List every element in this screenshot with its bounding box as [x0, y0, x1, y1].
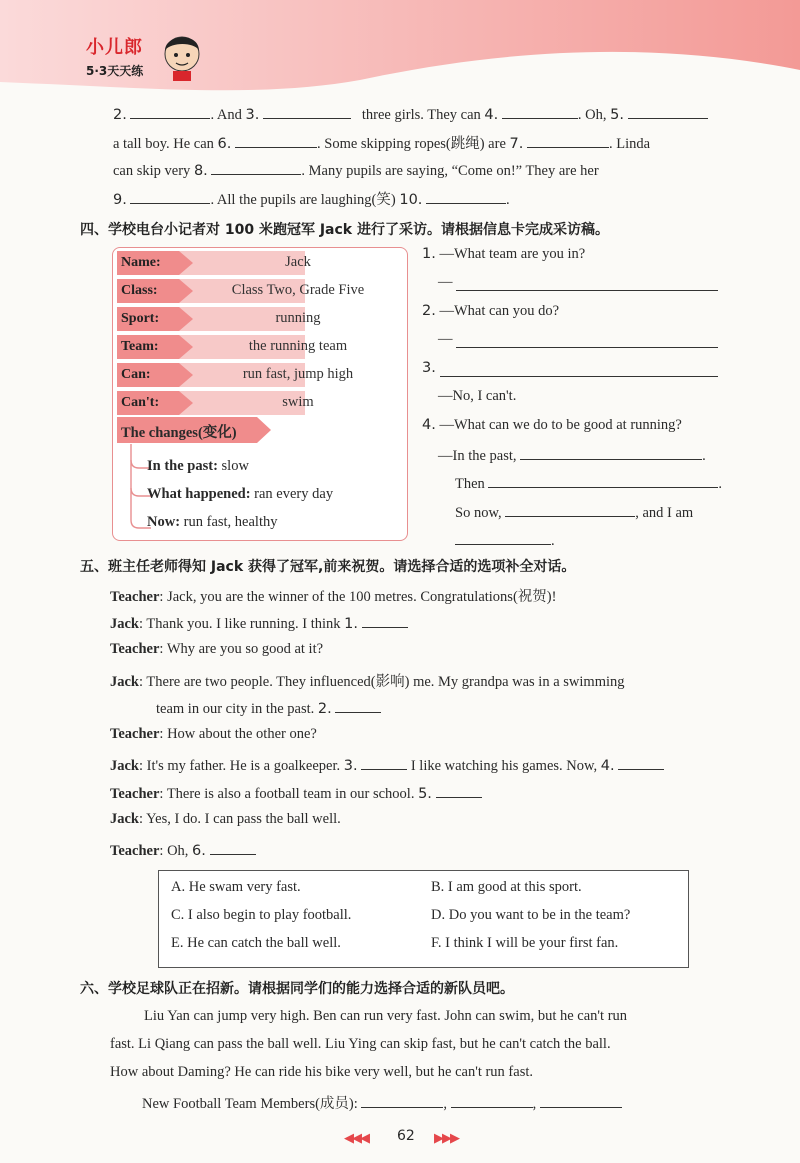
q4-4-now: So now, , and I am — [455, 502, 693, 522]
dialog-line: Jack: There are two people. They influenced(影响) me. My grandpa was in a swimming — [110, 674, 625, 690]
footer-left-arrows: ◀◀◀ — [344, 1131, 368, 1146]
sec3-line-2: a tall boy. He can 6. . Some skipping ropes(跳绳) are 7. . Linda — [113, 132, 650, 153]
q4-4-end: . — [455, 530, 555, 550]
members-line: New Football Team Members(成员): , , — [142, 1092, 622, 1113]
sec6-paragraph-line: Liu Yan can jump very high. Ben can run very fast. John can swim, but he can't run — [144, 1008, 628, 1024]
dialog-line: Teacher: Oh, 6. — [110, 840, 256, 860]
dialog-line: Jack: Yes, I do. I can pass the ball well. — [110, 811, 341, 827]
q4-3-answer-line[interactable] — [440, 376, 718, 377]
dialog-line: Jack: Thank you. I like running. I think 1. — [110, 613, 408, 633]
info-card — [112, 247, 408, 541]
card-row-sport: Sport: — [117, 307, 305, 331]
changes-banner-arrow — [257, 417, 271, 443]
footer-right-arrows: ▶▶▶ — [434, 1131, 458, 1146]
option-e[interactable]: E. He can catch the ball well. — [171, 935, 341, 951]
q4-3: 3. — [422, 360, 436, 376]
dialog-line: Teacher: There is also a football team in our school. 5. — [110, 783, 482, 803]
page-number: 62 — [397, 1128, 415, 1144]
changes-label: The changes(变化) — [121, 425, 237, 441]
q4-4-past: —In the past, . — [438, 445, 706, 465]
dialog-line: Teacher: How about the other one? — [110, 726, 317, 742]
card-row-cant: Can't: — [117, 391, 305, 415]
option-c[interactable]: C. I also begin to play football. — [171, 907, 352, 923]
q4-1-dash: — — [438, 274, 453, 290]
branch-past: In the past: slow — [147, 458, 249, 474]
sec3-line-4: 9. . All the pupils are laughing(笑) 10. . — [113, 188, 510, 209]
q4-4-then: Then . — [455, 473, 722, 493]
sec6-paragraph-line: fast. Li Qiang can pass the ball well. Liu Ying can skip fast, but he can't catch the ball. — [110, 1036, 611, 1052]
section-5-title: 五、班主任老师得知 Jack 获得了冠军,前来祝贺。请选择合适的选项补全对话。 — [80, 559, 576, 575]
card-row-team: Team: — [117, 335, 305, 359]
option-b[interactable]: B. I am good at this sport. — [431, 879, 582, 895]
sec6-paragraph-line: How about Daming? He can ride his bike very well, but he can't run fast. — [110, 1064, 533, 1080]
sec3-line-1: 2. . And 3. three girls. They can 4. . Oh, 5. — [113, 104, 708, 124]
card-value-can: run fast, jump high — [242, 366, 354, 382]
card-value-name: Jack — [285, 254, 311, 270]
option-a[interactable]: A. He swam very fast. — [171, 879, 301, 895]
q4-2-dash: — — [438, 331, 453, 347]
dialog-line: team in our city in the past. 2. — [156, 698, 381, 718]
options-box — [158, 870, 689, 968]
brand-logo: 小儿郎 — [86, 37, 143, 58]
option-f[interactable]: F. I think I will be your first fan. — [431, 935, 619, 951]
section-6-title: 六、学校足球队正在招新。请根据同学们的能力选择合适的新队员吧。 — [80, 981, 514, 997]
page-header — [0, 0, 800, 92]
q4-3-reply: —No, I can't. — [438, 388, 517, 404]
q4-1: 1. —What team are you in? — [422, 246, 586, 262]
mascot-icon — [160, 30, 204, 82]
option-d[interactable]: D. Do you want to be in the team? — [431, 907, 631, 923]
q4-1-answer-line[interactable] — [456, 290, 718, 291]
card-value-team: the running team — [248, 338, 348, 354]
card-row-name: Name: — [117, 251, 305, 275]
section-4-title: 四、学校电台小记者对 100 米跑冠军 Jack 进行了采访。请根据信息卡完成采访稿。 — [80, 222, 609, 238]
dialog-line: Jack: It's my father. He is a goalkeeper. 3. I like watching his games. Now, 4. — [110, 755, 664, 775]
q4-2-answer-line[interactable] — [456, 347, 718, 348]
card-row-can: Can: — [117, 363, 305, 387]
card-value-class: Class Two, Grade Five — [231, 282, 365, 298]
card-row-class: Class: — [117, 279, 305, 303]
q4-2: 2. —What can you do? — [422, 303, 560, 319]
branch-happened: What happened: ran every day — [147, 486, 334, 502]
series-name: 5·3天天练 — [86, 64, 144, 78]
sec3-line-3: can skip very 8. . Many pupils are saying, “Come on!” They are her — [113, 160, 599, 180]
q4-4: 4. —What can we do to be good at running? — [422, 417, 682, 433]
dialog-line: Teacher: Jack, you are the winner of the 100 metres. Congratulations(祝贺)! — [110, 589, 557, 605]
card-value-sport: running — [275, 310, 321, 326]
branch-now: Now: run fast, healthy — [147, 514, 278, 530]
dialog-line: Teacher: Why are you so good at it? — [110, 641, 324, 657]
card-value-cant: swim — [282, 394, 314, 410]
